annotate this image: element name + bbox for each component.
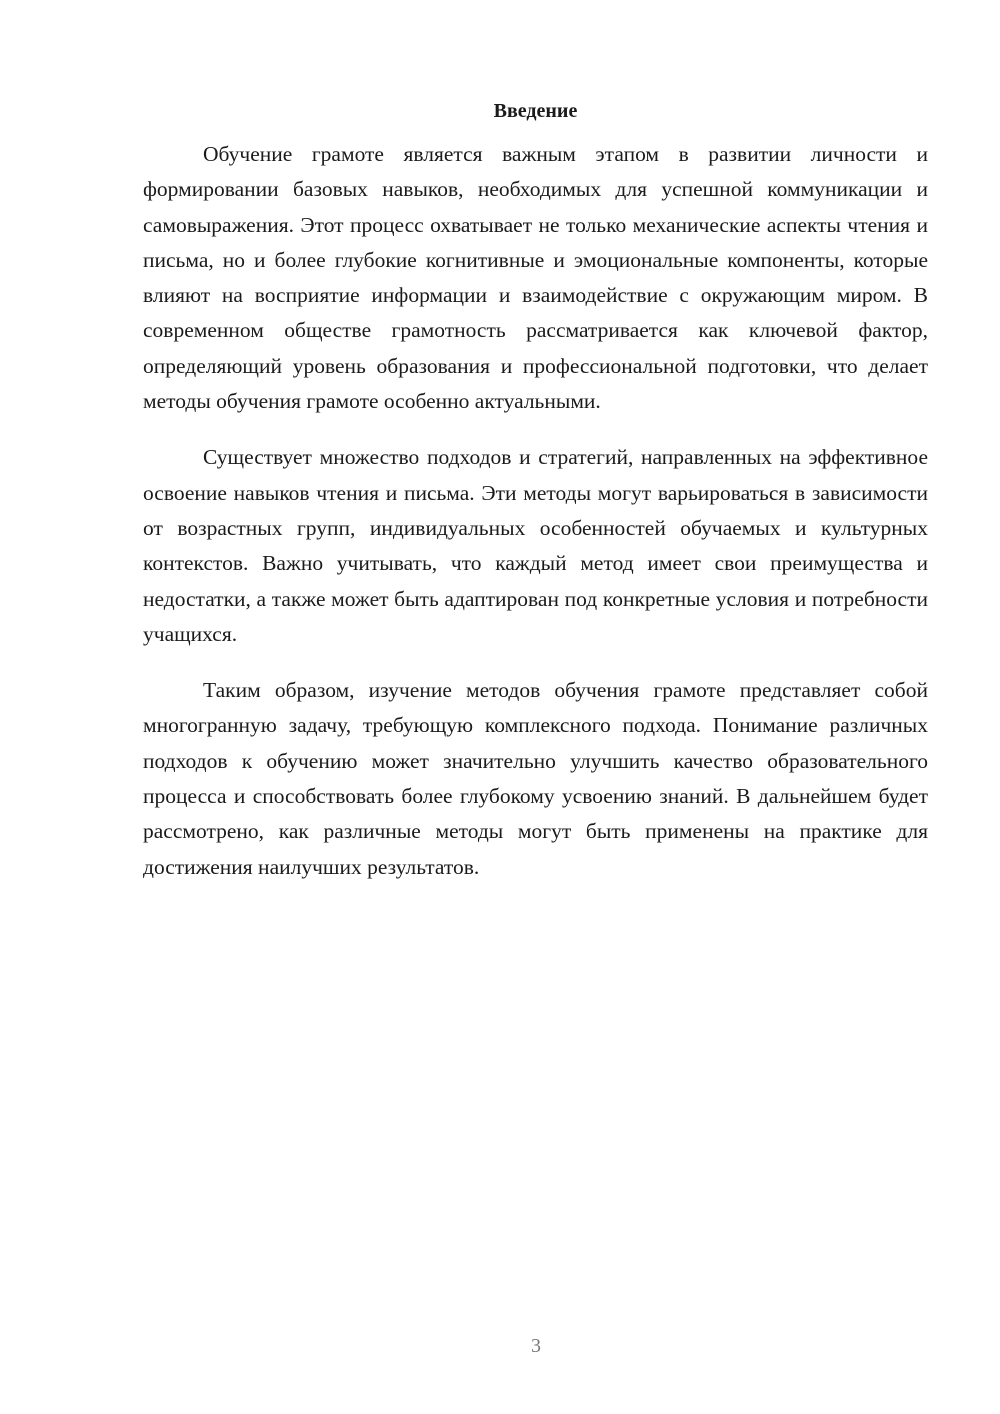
page-title: Введение bbox=[493, 100, 578, 122]
page-number: 3 bbox=[531, 1335, 541, 1357]
paragraph-2: Существует множество подходов и стратегий, направленных на эффективное освоение навыков чтения и письма. Эти методы могут варьироваться в зависимости от возрастных групп, индивидуальных особенностей обучаемых и культурных контекстов. Важно учитывать, что каждый метод имеет свои преимущества и недостатки, а также может быть адаптирован под конкретные условия и потребности учащихся. bbox=[143, 445, 928, 646]
paragraph-3: Таким образом, изучение методов обучения грамоте представляет собой многогранную задачу, требующую комплексного подхода. Понимание различных подходов к обучению может значительно улучшить качество образовательного процесса и способствовать более глубокому усвоению знаний. В дальнейшем будет рассмотрено, как различные методы могут быть применены на практике для достижения наилучших результатов. bbox=[143, 678, 928, 879]
page-content bbox=[143, 97, 928, 906]
paragraph-1: Обучение грамоте является важным этапом в развитии личности и формировании базовых навыков, необходимых для успешной коммуникации и самовыражения. Этот процесс охватывает не только механические аспекты чтения и письма, но и более глубокие когнитивные и эмоциональные компоненты, которые влияют на восприятие информации и взаимодействие с окружающим миром. В современном обществе грамотность рассматривается как ключевой фактор, определяющий уровень образования и профессиональной подготовки, что делает методы обучения грамоте особенно актуальными. bbox=[143, 142, 928, 414]
